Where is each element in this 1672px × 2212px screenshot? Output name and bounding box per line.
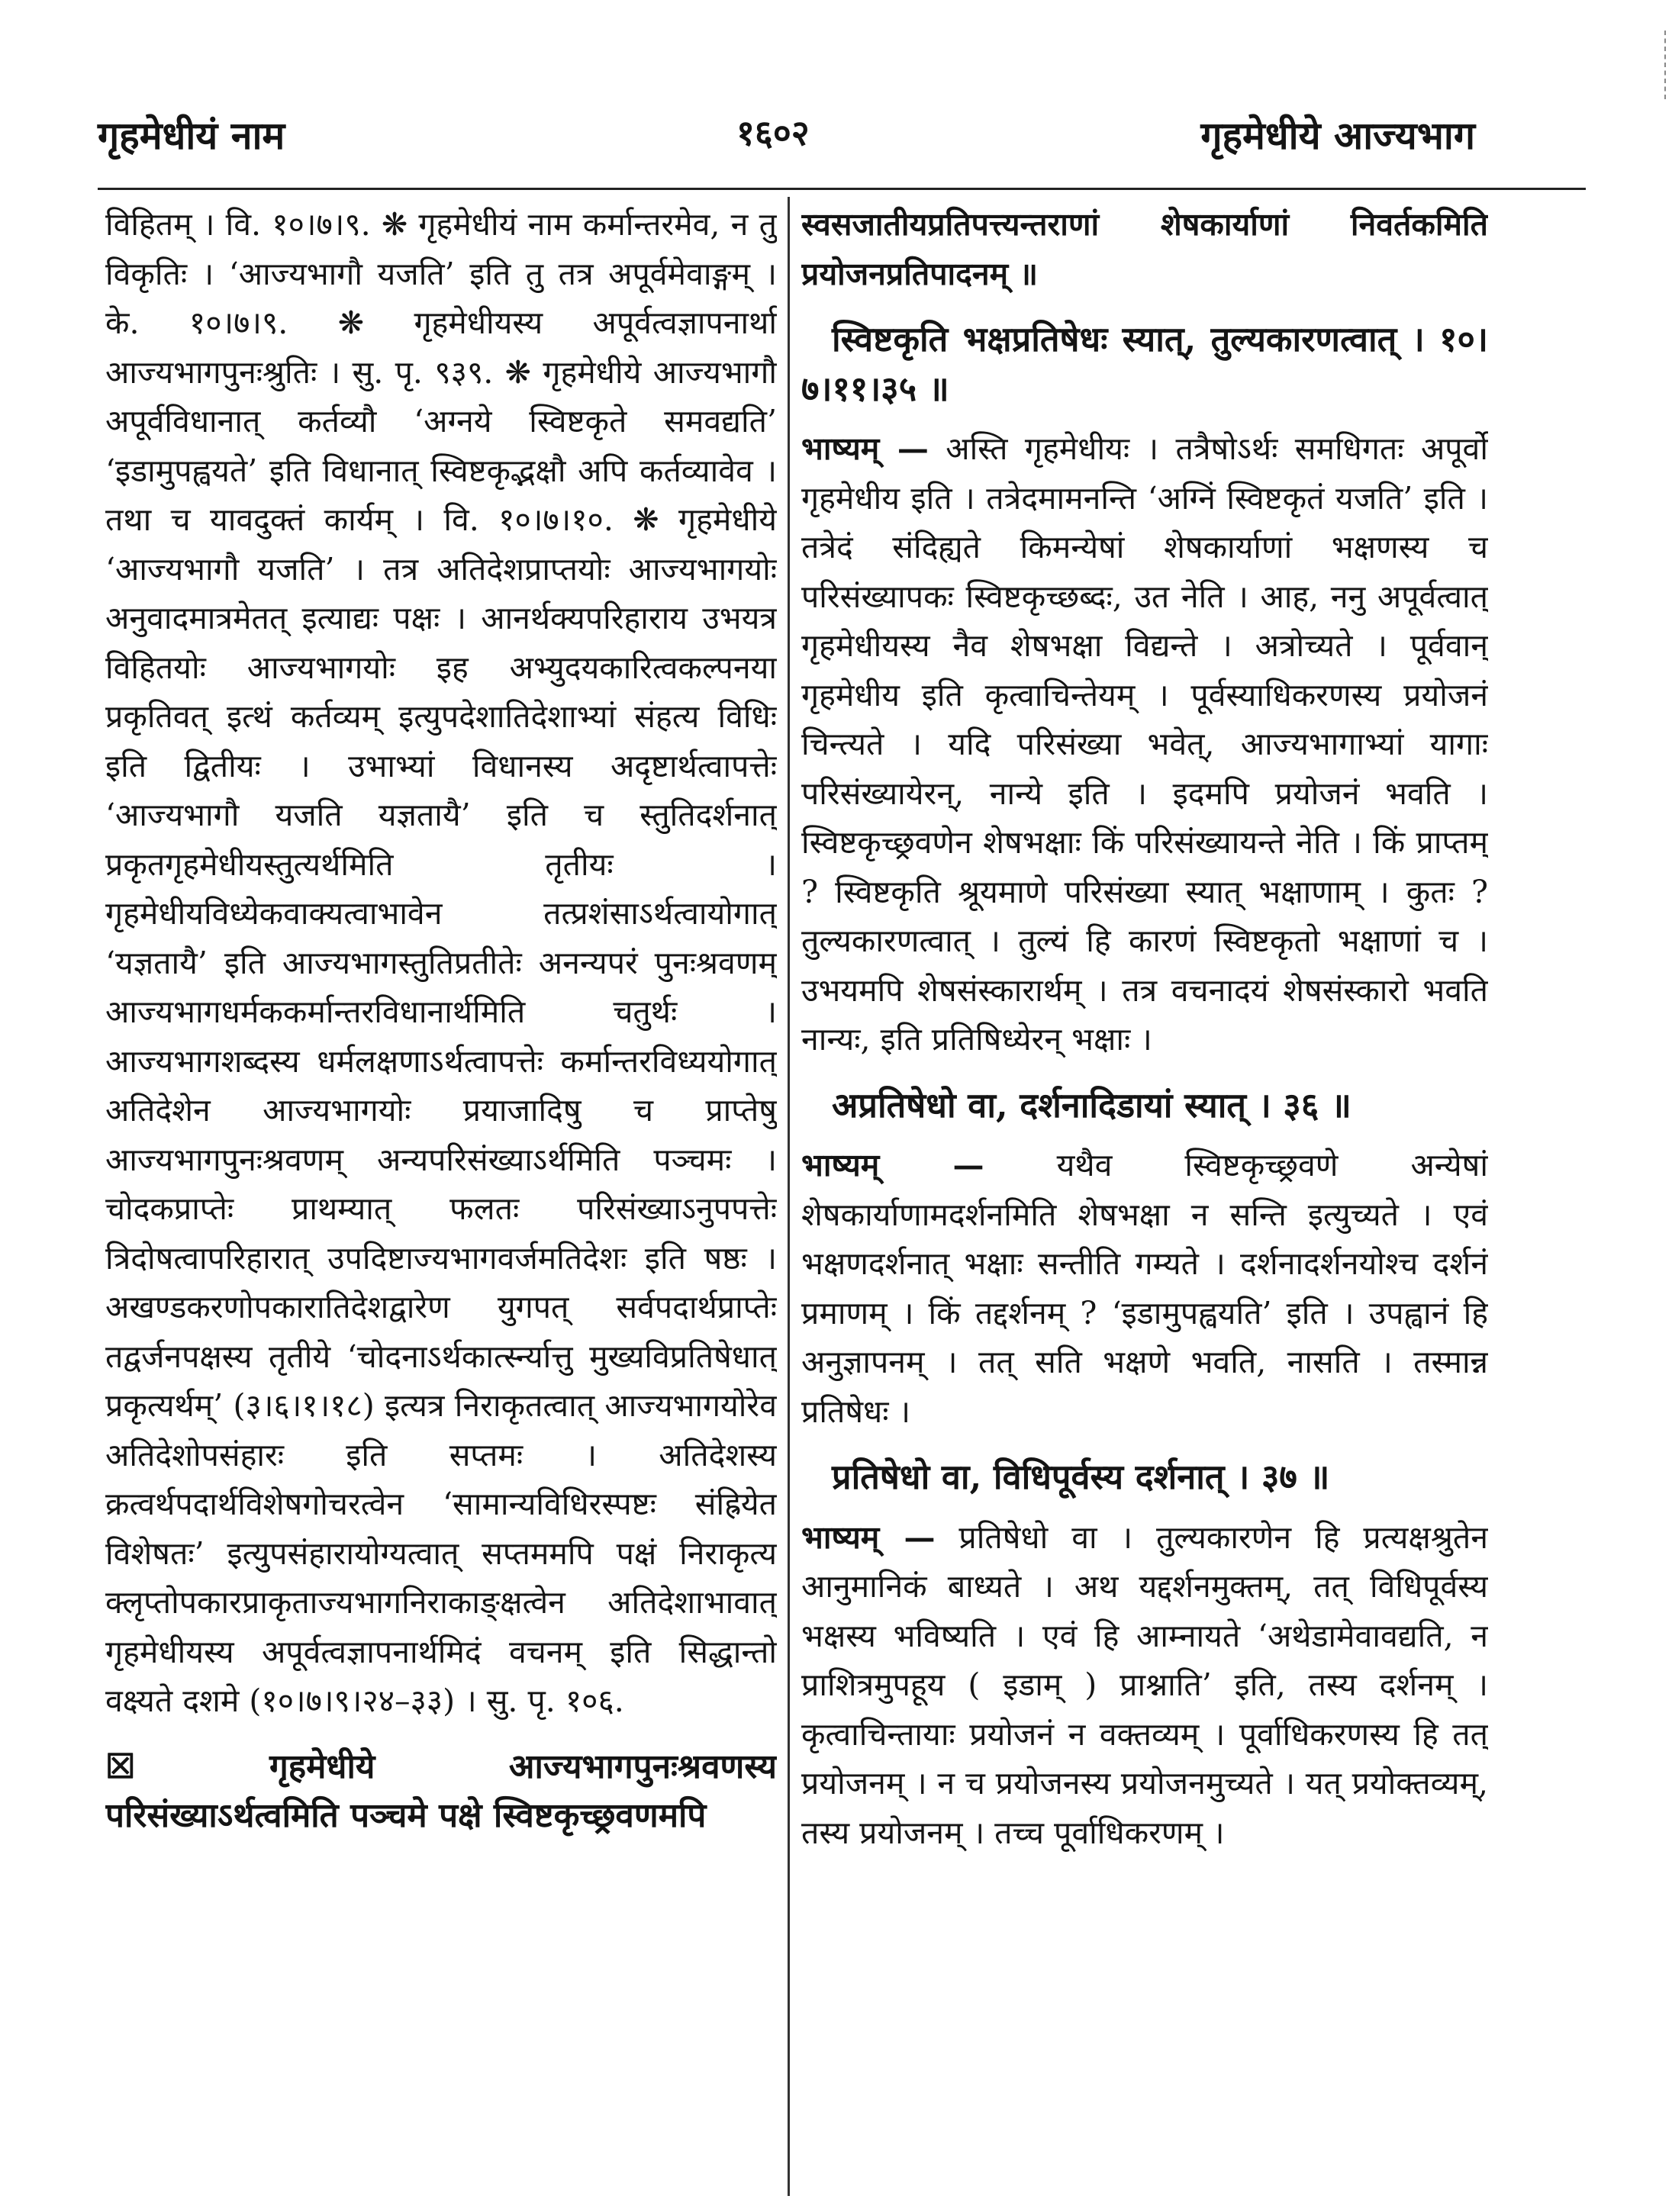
- bhashya-36-text: यथैव स्विष्टकृच्छ्रवणे अन्येषां शेषकार्याणामदर्शनमिति शेषभक्षा न सन्ति इत्युच्यते । एवं भक्षणदर्शनात् भक्षाः सन्तीति गम्यते । दर्शनादर्शनयोश्च दर्शनं प्रमाणम् । किं तद्दर्शनम् ? ‘इडामुपह्वयति’ इति । उपह्वानं हि अनुज्ञापनम् । तत् सति भक्षणे भवति, नासति । तस्मान्न प्रतिषेधः ।: [801, 1147, 1488, 1430]
- bhashya-label: भाष्यम् —: [801, 430, 929, 467]
- continuation-text: स्वसजातीयप्रतिपत्त्यन्तराणां शेषकार्याणां निवर्तकमिति प्रयोजनप्रतिपादनम् ॥: [801, 206, 1488, 292]
- running-header-right: गृहमेधीये आज्यभाग: [1200, 113, 1475, 158]
- column-divider: [788, 197, 790, 2196]
- page-edge-mark: [1664, 31, 1666, 99]
- running-header-left: गृहमेधीयं नाम: [98, 113, 285, 158]
- sutra-35: स्विष्टकृति भक्षप्रतिषेधः स्यात्, तुल्यकारणत्वात् । १०।७।११।३५ ॥: [801, 319, 1488, 409]
- bhashya-35-text: अस्ति गृहमेधीयः । तत्रैषोऽर्थः समधिगतः अपूर्वो गृहमेधीय इति । तत्रेदमामनन्ति ‘अग्निं स्विष्टकृतं यजति’ इति । तत्रेदं संदिह्यते किमन्येषां शेषकार्याणां भक्षणस्य च परिसंख्यापकः स्विष्टकृच्छब्दः, उत नेति । आह, ननु अपूर्वत्वात् गृहमेधीयस्य नैव शेषभक्षा विद्यन्ते । अत्रोच्यते । पूर्ववान् गृहमेधीय इति कृत्वाचिन्तेयम् । पूर्वस्याधिकरणस्य प्रयोजनं चिन्त्यते । यदि परिसंख्या भवेत्, आज्यभागाभ्यां यागाः परिसंख्यायेरन्, नान्ये इति । इदमपि प्रयोजनं भवति । स्विष्टकृच्छ्रवणेन शेषभक्षाः किं परिसंख्यायन्ते नेति । किं प्राप्तम् ? स्विष्टकृति श्रूयमाणे परिसंख्या स्यात् भक्षाणाम् । कुतः ? तुल्यकारणत्वात् । तुल्यं हि कारणं स्विष्टकृतो भक्षाणां च । उभयमपि शेषसंस्कारार्थम् । तत्र वचनादयं शेषसंस्कारो भवति नान्यः, इति प्रतिषिध्येरन् भक्षाः ।: [801, 430, 1488, 1058]
- right-column: [801, 200, 1488, 2207]
- bhashya-37: [801, 1513, 1488, 1858]
- left-column: [105, 200, 777, 2207]
- header-rule: [98, 188, 1586, 190]
- bhashya-37-text: प्रतिषेधो वा । तुल्यकारणेन हि प्रत्यक्षश्रुतेन आनुमानिकं बाध्यते । अथ यद्दर्शनमुक्तम्, तत् विधिपूर्वस्य भक्षस्य भविष्यति । एवं हि आम्नायते ‘अथेडामेवावद्यति, न प्राशित्रमुपहूय ( इडाम् ) प्राश्नाति’ इति, तस्य दर्शनम् । कृत्वाचिन्तायाः प्रयोजनं न वक्तव्यम् । पूर्वाधिकरणस्य हि तत् प्रयोजनम् । न च प्रयोजनस्य प्रयोजनमुच्यते । यत् प्रयोक्तव्यम्, तस्य प्रयोजनम् । तच्च पूर्वाधिकरणम् ।: [801, 1518, 1488, 1851]
- commentary-notes: विहितम् । वि. १०।७।९. ❋ गृहमेधीयं नाम कर्मान्तरमेव, न तु विकृतिः । ‘आज्यभागौ यजति’ इति तु तत्र अपूर्वमेवाङ्गम् । के. १०।७।९. ❋ गृहमेधीयस्य अपूर्वत्वज्ञापनार्था आज्यभागपुनःश्रुतिः । सु. पृ. ९३९. ❋ गृहमेधीये आज्यभागौ अपूर्वविधानात् कर्तव्यौ ‘अग्नये स्विष्टकृते समवद्यति’ ‘इडामुपह्वयते’ इति विधानात् स्विष्टकृद्भक्षौ अपि कर्तव्यावेव । तथा च यावदुक्तं कार्यम् । वि. १०।७।१०. ❋ गृहमेधीये ‘आज्यभागौ यजति’ । तत्र अतिदेशप्राप्तयोः आज्यभागयोः अनुवादमात्रमेतत् इत्याद्यः पक्षः । आनर्थक्यपरिहाराय उभयत्र विहितयोः आज्यभागयोः इह अभ्युदयकारित्वकल्पनया प्रकृतिवत् इत्थं कर्तव्यम् इत्युपदेशातिदेशाभ्यां संहत्य विधिः इति द्वितीयः । उभाभ्यां विधानस्य अदृष्टार्थत्वापत्तेः ‘आज्यभागौ यजति यज्ञतायै’ इति च स्तुतिदर्शनात् प्रकृतगृहमेधीयस्तुत्यर्थमिति तृतीयः । गृहमेधीयविध्येकवाक्यत्वाभावेन तत्प्रशंसाऽर्थत्वायोगात् ‘यज्ञतायै’ इति आज्यभागस्तुतिप्रतीतेः अनन्यपरं पुनःश्रवणम् आज्यभागधर्मककर्मान्तरविधानार्थमिति चतुर्थः । आज्यभागशब्दस्य धर्मलक्षणाऽर्थत्वापत्तेः कर्मान्तरविध्ययोगात् अतिदेशेन आज्यभागयोः प्रयाजादिषु च प्राप्तेषु आज्यभागपुनःश्रवणम् अन्यपरिसंख्याऽर्थमिति पञ्चमः । चोदकप्राप्तेः प्राथम्यात् फलतः परिसंख्याऽनुपपत्तेः त्रिदोषत्वापरिहारात् उपदिष्टाज्यभागवर्जमतिदेशः इति षष्ठः । अखण्डकरणोपकारातिदेशद्वारेण युगपत् सर्वपदार्थप्राप्तेः तद्वर्जनपक्षस्य तृतीये ‘चोदनाऽर्थकार्त्स्न्यात्तु मुख्यविप्रतिषेधात् प्रकृत्यर्थम्’ (३।६।१।१८) इत्यत्र निराकृतत्वात् आज्यभागयोरेव अतिदेशोपसंहारः इति सप्तमः । अतिदेशस्य क्रत्वर्थपदार्थविशेषगोचरत्वेन ‘सामान्यविधिरस्पष्टः संह्रियेत विशेषतः’ इत्युपसंहारायोग्यत्वात् सप्तममपि पक्षं निराकृत्य क्लृप्तोपकारप्राकृताज्यभागनिराकाङ्क्षत्वेन अतिदेशाभावात् गृहमेधीयस्य अपूर्वत्वज्ञापनार्थमिदं वचनम् इति सिद्धान्तो वक्ष्यते दशमे (१०।७।९।२४–३३) । सु. पृ. १०६.: [105, 206, 777, 1719]
- footnote: ☒ गृहमेधीये आज्यभागपुनःश्रवणस्य परिसंख्याऽर्थत्वमिति पञ्चमे पक्षे स्विष्टकृच्छ्रवणमपि: [105, 1747, 777, 1835]
- bhashya-36: [801, 1141, 1488, 1436]
- page-number: १६०२: [736, 112, 810, 153]
- sutra-37: प्रतिषेधो वा, विधिपूर्वस्य दर्शनात् । ३७ ॥: [832, 1457, 1330, 1497]
- sutra-36: अप्रतिषेधो वा, दर्शनादिडायां स्यात् । ३६ ॥: [832, 1084, 1351, 1125]
- bhashya-35: [801, 424, 1488, 1064]
- bhashya-label: भाष्यम् —: [801, 1518, 936, 1556]
- bhashya-label: भाष्यम् —: [801, 1147, 984, 1183]
